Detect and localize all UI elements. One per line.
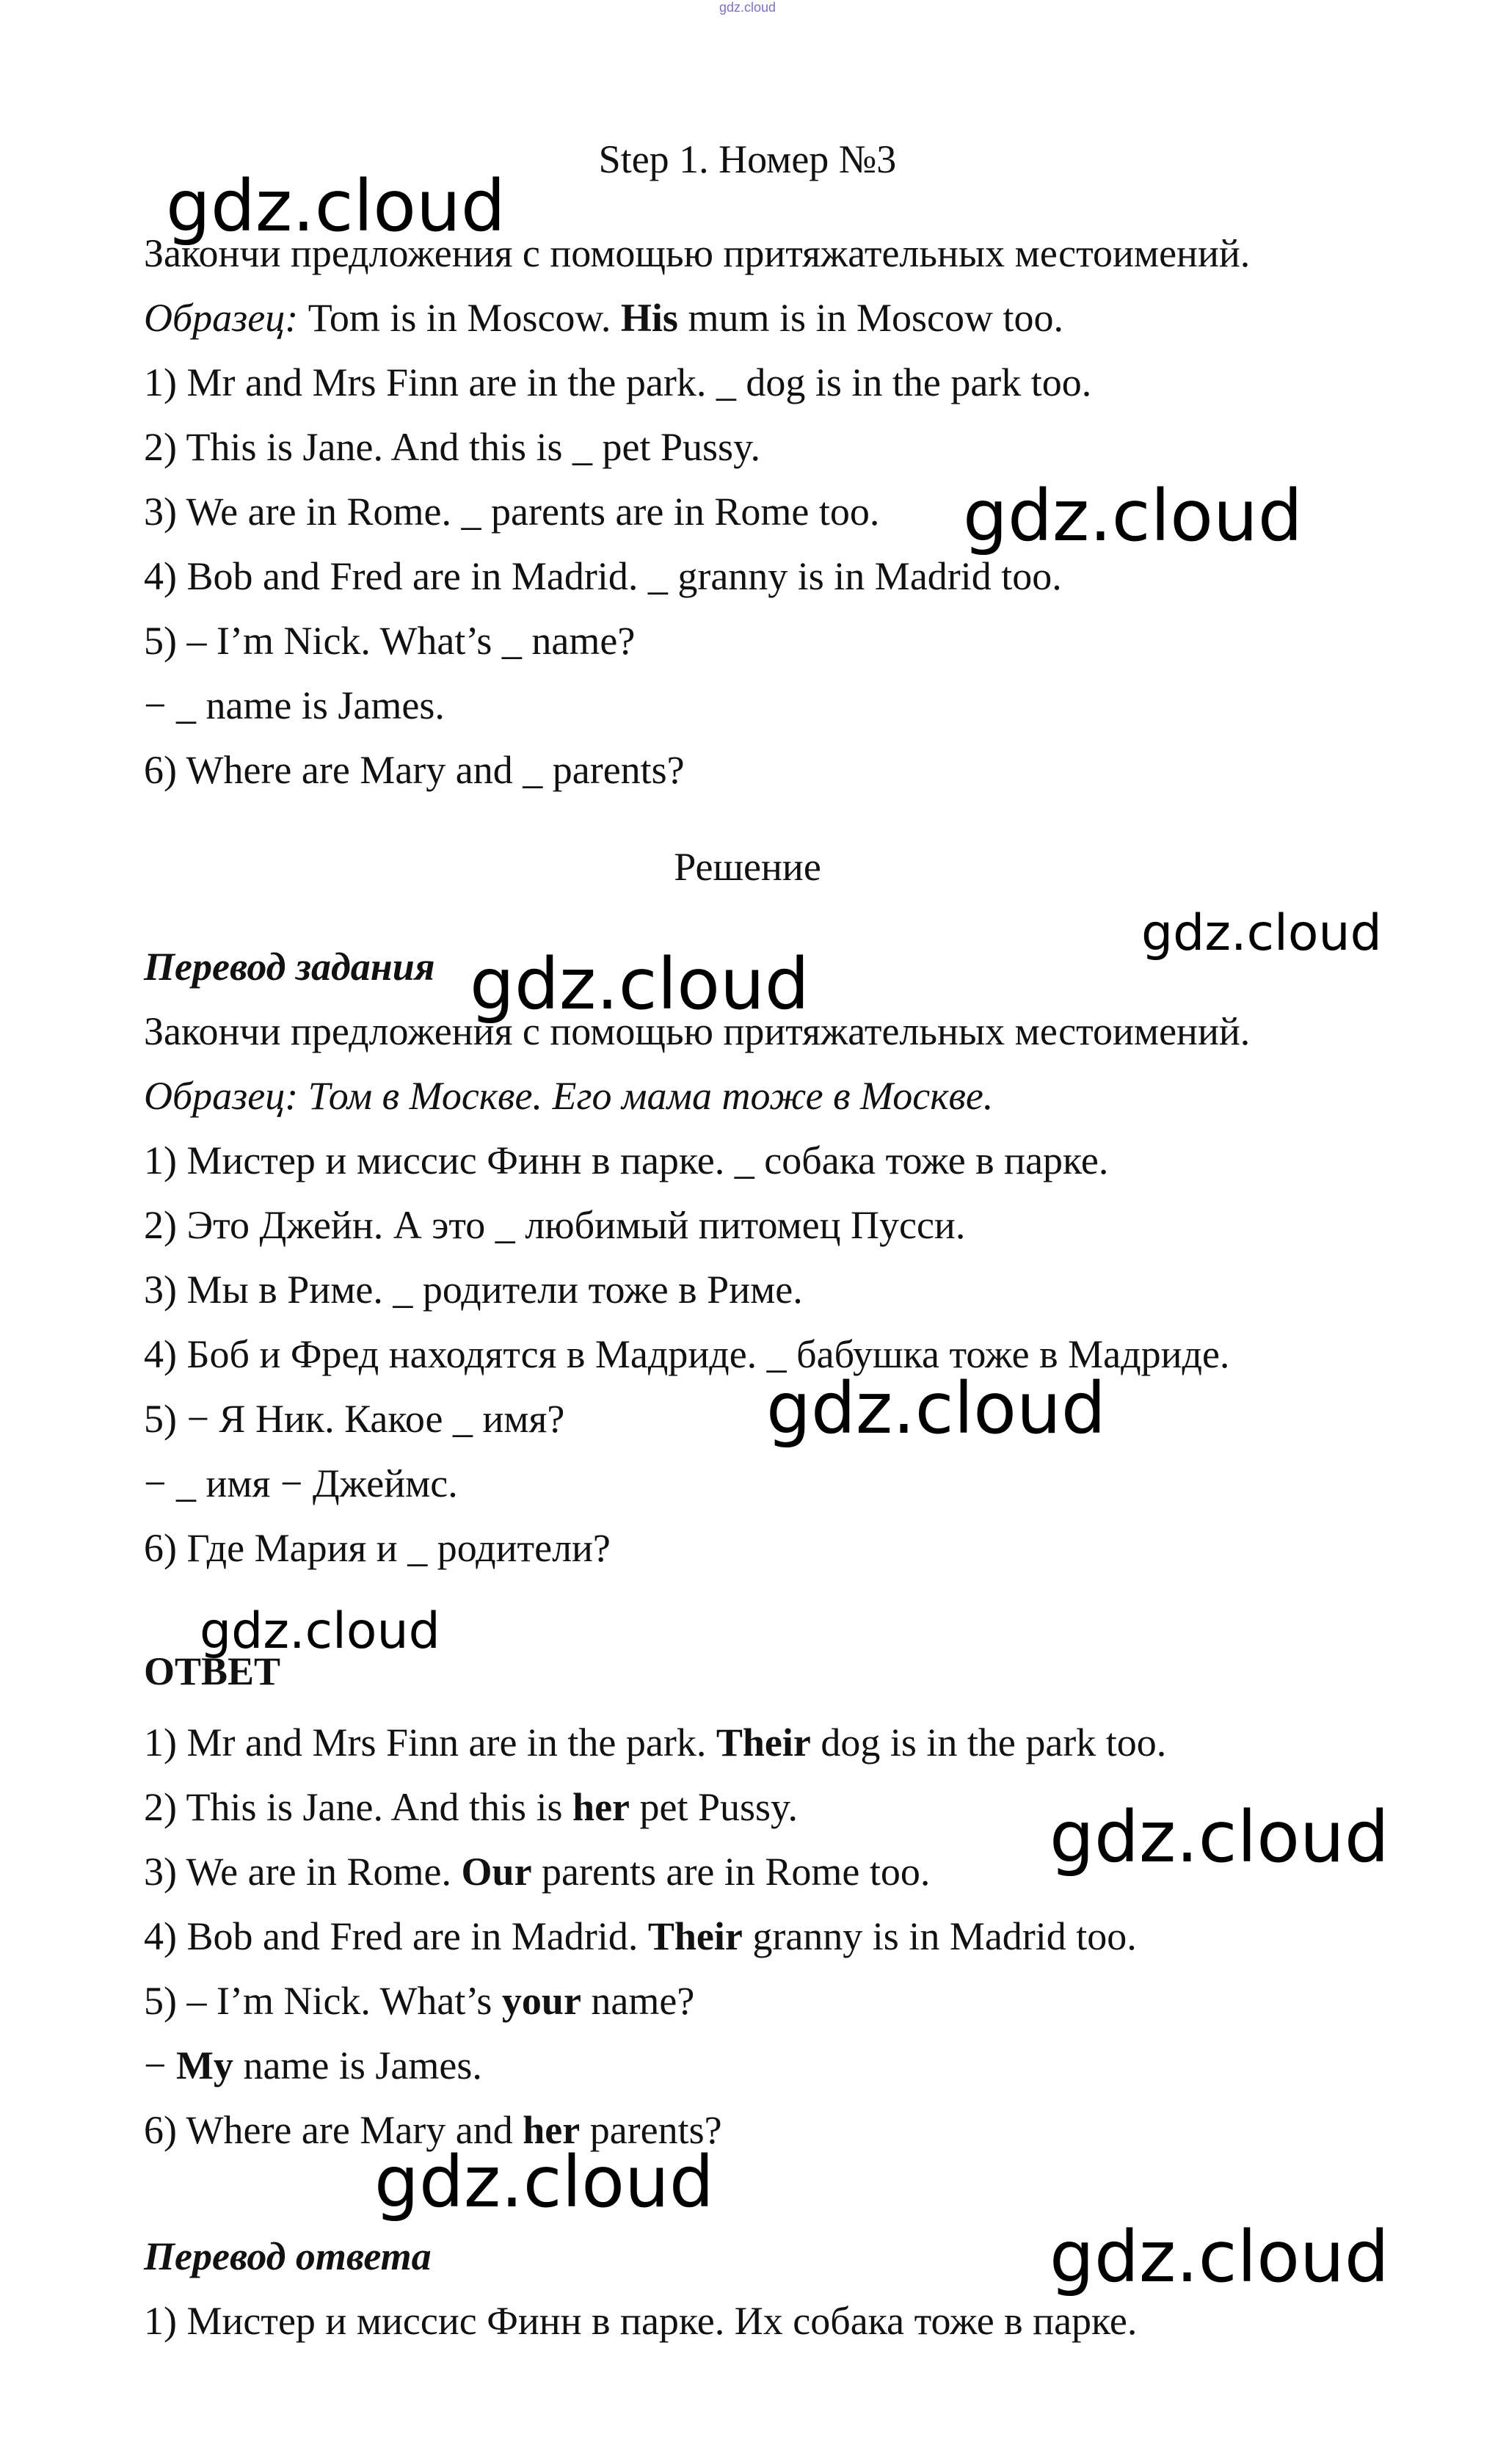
translation-item: − _ имя − Джеймс. — [144, 1461, 458, 1505]
answer-item: 4) Bob and Fred are in Madrid. Their granny is in Madrid too. — [144, 1914, 1137, 1958]
answer-item: 2) This is Jane. And this is her pet Pussy. — [144, 1785, 799, 1829]
watermark: gdz.cloud — [1050, 1796, 1389, 1878]
answer-item: 6) Where are Mary and her parents? — [144, 2108, 722, 2152]
example-text-1: Tom is in Moscow. — [298, 296, 621, 340]
task-item: 5) – I’m Nick. What’s _ name? — [144, 619, 636, 663]
translation-item: 5) − Я Ник. Какое _ имя? — [144, 1397, 565, 1441]
translation-example-text: Том в Москве. Его мама тоже в Москве. — [298, 1074, 994, 1118]
answer-item: − My name is James. — [144, 2043, 482, 2087]
translation-item: 4) Боб и Фред находятся в Мадриде. _ бабушка тоже в Мадриде. — [144, 1332, 1230, 1376]
translation-item: 3) Мы в Риме. _ родители тоже в Риме. — [144, 1268, 803, 1312]
answer-translation-title: Перевод ответа — [144, 2234, 432, 2278]
task-example — [144, 294, 1063, 341]
translation-item: 1) Мистер и миссис Финн в парке. _ собака тоже в парке. — [144, 1138, 1109, 1182]
task-instruction: Закончи предложения с помощью притяжательных местоимений. — [144, 231, 1251, 275]
answer-item: 1) Mr and Mrs Finn are in the park. Their dog is in the park too. — [144, 1720, 1167, 1765]
example-label: Образец: — [144, 296, 299, 340]
watermark: gdz.cloud — [1050, 2216, 1389, 2298]
task-item: 2) This is Jane. And this is _ pet Pussy. — [144, 425, 761, 469]
watermark: gdz.cloud — [166, 165, 506, 247]
task-item: − _ name is James. — [144, 683, 445, 727]
task-item: 6) Where are Mary and _ parents? — [144, 748, 685, 792]
answer-item: 3) We are in Rome. Our parents are in Rome too. — [144, 1850, 931, 1894]
translation-title: Перевод задания — [144, 945, 435, 989]
watermark: gdz.cloud — [374, 2141, 714, 2223]
watermark: gdz.cloud — [470, 943, 810, 1025]
translation-example-label: Образец: — [144, 1074, 299, 1118]
solution-heading: Решение — [674, 845, 821, 889]
answer-title: ОТВЕТ — [144, 1649, 281, 1693]
translation-example — [144, 1072, 993, 1119]
example-bold: His — [620, 296, 678, 340]
task-item: 3) We are in Rome. _ parents are in Rome too. — [144, 490, 880, 534]
page-title: Step 1. Номер №3 — [598, 137, 897, 181]
answer-translation-item: 1) Мистер и миссис Финн в парке. Их собака тоже в парке. — [144, 2299, 1138, 2343]
translation-item: 6) Где Мария и _ родители? — [144, 1526, 611, 1570]
task-item: 4) Bob and Fred are in Madrid. _ granny is in Madrid too. — [144, 554, 1062, 598]
watermark: gdz.cloud — [200, 1602, 440, 1660]
watermark: gdz.cloud — [766, 1367, 1106, 1450]
answer-item: 5) – I’m Nick. What’s your name? — [144, 1979, 695, 2023]
task-item: 1) Mr and Mrs Finn are in the park. _ dog is in the park too. — [144, 360, 1092, 404]
translation-item: 2) Это Джейн. А это _ любимый питомец Пусси. — [144, 1203, 966, 1247]
example-text-2: mum is in Moscow too. — [677, 296, 1063, 340]
top-watermark: gdz.cloud — [719, 0, 776, 15]
translation-instruction: Закончи предложения с помощью притяжательных местоимений. — [144, 1009, 1251, 1053]
watermark: gdz.cloud — [1141, 904, 1382, 962]
watermark: gdz.cloud — [963, 475, 1303, 557]
